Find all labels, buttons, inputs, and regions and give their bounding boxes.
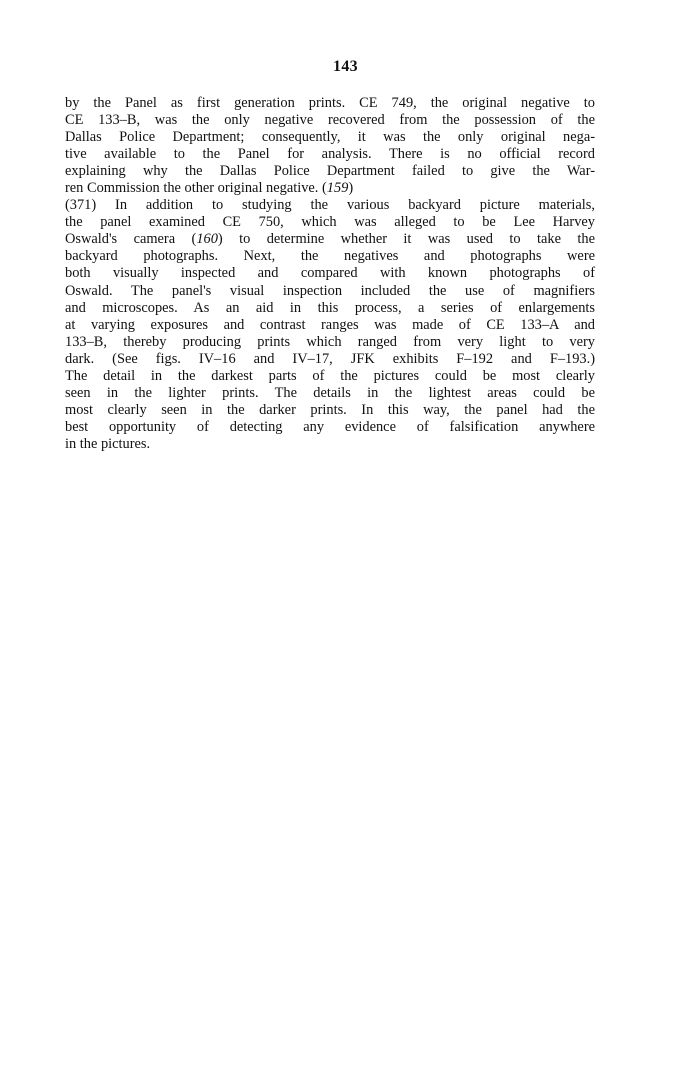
text-line: both visually inspected and compared with known photographs of bbox=[65, 265, 595, 282]
text-line: and microscopes. As an aid in this process, a series of enlargements bbox=[65, 299, 595, 316]
text-line: tive available to the Panel for analysis. There is no official record bbox=[65, 146, 595, 163]
paragraph-371-start: (371) In addition to studying the various backyard picture materials, bbox=[65, 197, 595, 214]
text-line: ren Commission the other original negative. (159) bbox=[65, 180, 354, 197]
text-line: backyard photographs. Next, the negatives and photographs were bbox=[65, 248, 595, 265]
text-line: The detail in the darkest parts of the pictures could be most clearly bbox=[65, 367, 595, 384]
citation-number: 159 bbox=[326, 180, 349, 197]
page-number: 143 bbox=[333, 58, 358, 75]
text-line: Oswald's camera (160) to determine whether it was used to take the bbox=[65, 231, 595, 248]
text-line: CE 133–B, was the only negative recovered from the possession of the bbox=[65, 112, 595, 129]
text-line: the panel examined CE 750, which was alleged to be Lee Harvey bbox=[65, 214, 595, 231]
text-line: Oswald. The panel's visual inspection included the use of magnifiers bbox=[65, 282, 595, 299]
text-line: seen in the lighter prints. The details in the lightest areas could be bbox=[65, 384, 595, 401]
text-line: by the Panel as first generation prints. CE 749, the original negative to bbox=[65, 95, 595, 111]
text-line: most clearly seen in the darker prints. In this way, the panel had the bbox=[65, 401, 595, 418]
text-line: Dallas Police Department; consequently, it was the only original nega- bbox=[65, 129, 595, 146]
text-line: dark. (See figs. IV–16 and IV–17, JFK exhibits F–192 and F–193.) bbox=[65, 350, 595, 367]
text-line: best opportunity of detecting any evidence of falsification anywhere bbox=[65, 418, 595, 435]
body-text bbox=[65, 95, 595, 453]
text-line: explaining why the Dallas Police Department failed to give the War- bbox=[65, 163, 595, 180]
text-line: in the pictures. bbox=[65, 435, 151, 452]
citation-number: 160 bbox=[196, 231, 218, 248]
text-line: 133–B, thereby producing prints which ranged from very light to very bbox=[65, 333, 595, 350]
text-line: at varying exposures and contrast ranges was made of CE 133–A and bbox=[65, 316, 595, 333]
